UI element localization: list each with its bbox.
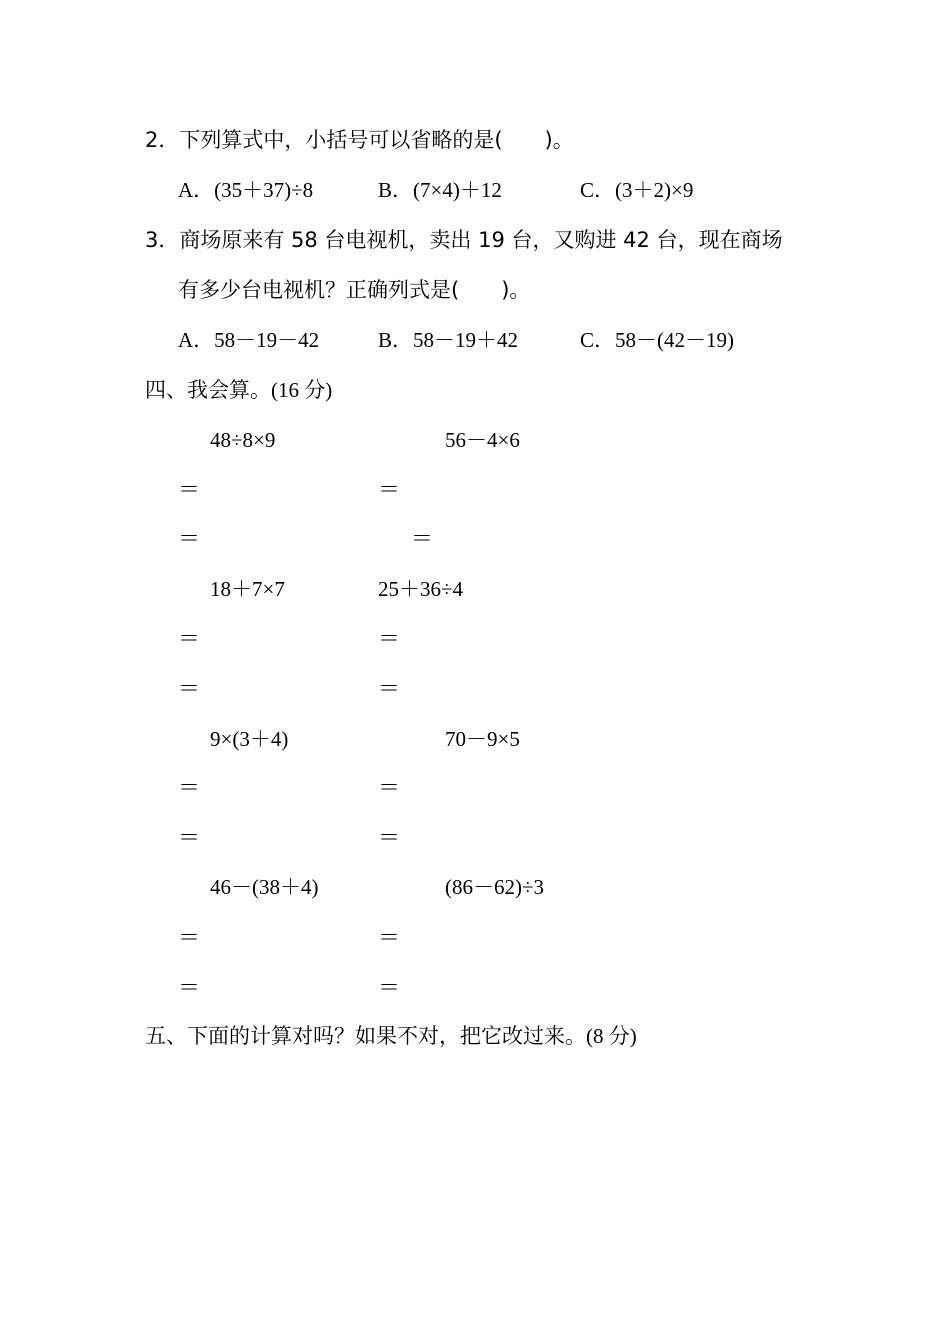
question-2-option-b: B．(7×4)＋12 <box>378 178 502 202</box>
question-3-option-a: A．58－19－42 <box>178 328 320 352</box>
calc-problem-8: (86－62)÷3 <box>445 875 545 899</box>
equals-sign: ＝ <box>178 925 201 950</box>
question-3-option-c: C．58－(42－19) <box>580 328 734 352</box>
equals-sign: ＝ <box>178 676 201 701</box>
question-2-option-a: A．(35＋37)÷8 <box>178 178 314 202</box>
equals-sign: ＝ <box>178 626 201 651</box>
calc-problem-1: 48÷8×9 <box>210 428 276 452</box>
question-3-option-b: B．58－19＋42 <box>378 328 519 352</box>
calc-problem-4: 25＋36÷4 <box>378 577 464 601</box>
equals-sign: ＝ <box>178 775 201 800</box>
calc-problem-2: 56－4×6 <box>445 428 520 452</box>
equals-sign: ＝ <box>178 825 201 850</box>
equals-sign: ＝ <box>178 975 201 1000</box>
calc-problem-6: 70－9×5 <box>445 727 520 751</box>
equals-sign: ＝ <box>378 925 401 950</box>
section-4-title: 四、我会算。(16 分) <box>145 378 333 402</box>
question-2-stem: 2．下列算式中，小括号可以省略的是( )。 <box>145 128 574 152</box>
equals-sign: ＝ <box>378 626 401 651</box>
question-3-stem-line1: 3．商场原来有 58 台电视机，卖出 19 台，又购进 42 台，现在商场 <box>145 228 783 252</box>
equals-sign: ＝ <box>378 825 401 850</box>
calc-problem-5: 9×(3＋4) <box>210 727 289 751</box>
calc-problem-3: 18＋7×7 <box>210 577 285 601</box>
equals-sign: ＝ <box>378 775 401 800</box>
question-3-stem-line2: 有多少台电视机？正确列式是( )。 <box>178 278 531 302</box>
equals-sign: ＝ <box>378 477 401 502</box>
section-5-title: 五、下面的计算对吗？如果不对，把它改过来。(8 分) <box>145 1024 637 1048</box>
equals-sign: ＝ <box>178 526 201 551</box>
equals-sign: ＝ <box>378 975 401 1000</box>
question-2-option-c: C．(3＋2)×9 <box>580 178 694 202</box>
calc-problem-7: 46－(38＋4) <box>210 875 319 899</box>
equals-sign: ＝ <box>178 477 201 502</box>
equals-sign: ＝ <box>378 676 401 701</box>
equals-sign: ＝ <box>411 526 434 551</box>
